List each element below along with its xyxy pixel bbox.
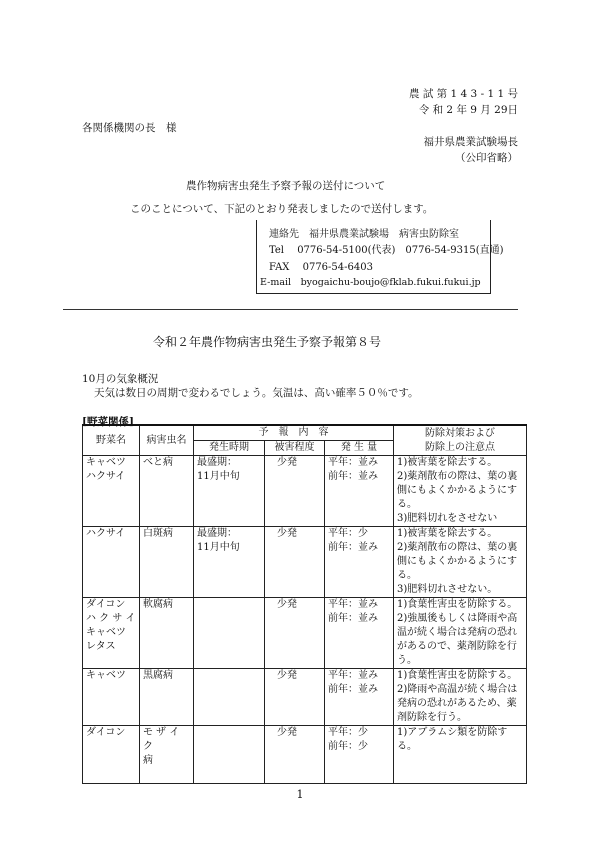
weather-heading: 10月の気象概況	[82, 373, 159, 385]
pest-cell	[140, 669, 194, 726]
header-control-line2: 防除上の注意点	[425, 441, 496, 453]
header-period: 発生時期	[194, 441, 265, 456]
table-row	[83, 726, 527, 784]
recipient: 各関係機関の長 様	[82, 122, 177, 134]
crop-cell-line: ハクサイ	[86, 528, 126, 539]
control-notes-cell-line: 1)被害葉を除去する。	[397, 457, 498, 468]
amount-cell-line: 平年：並み	[328, 670, 378, 681]
amount-cell-line: 平年：少	[328, 727, 368, 738]
crop-cell-line: キャベツ	[86, 670, 126, 681]
crop-cell-line: レタス	[86, 641, 116, 652]
control-notes-cell	[394, 669, 527, 726]
control-notes-cell-line: 1)アブラムシ類を防除する。	[397, 727, 508, 752]
header-amount: 発 生 量	[325, 441, 394, 456]
page-number: 1	[296, 788, 304, 801]
contact-line-tel: Tel 0776-54-5100(代表) 0776-54-9315(直通)	[269, 245, 504, 256]
control-notes-cell-line: 3)肥料切れさせない。	[397, 584, 498, 595]
pest-cell	[140, 726, 194, 784]
crop-cell	[83, 456, 140, 527]
damage-cell: 少発	[265, 527, 325, 598]
crop-cell-line: キャベツ	[86, 457, 126, 468]
intro-text: このことについて、下記のとおり発表しましたので送付します。	[130, 203, 434, 215]
control-notes-cell-line: 1)食葉性害虫を防除する。	[397, 599, 518, 610]
damage-cell: 少発	[265, 598, 325, 669]
header-crop: 野菜名	[83, 425, 140, 456]
crop-cell-line: キャベツ	[86, 627, 126, 638]
forecast-table-body	[83, 456, 527, 784]
contact-line-email: E-mail byogaichu-boujo@fklab.fukui.fukui.jp	[260, 277, 481, 288]
pest-cell-line: 病	[143, 755, 153, 766]
table-row	[83, 527, 527, 598]
pest-cell-line: 白斑病	[143, 528, 173, 539]
contact-line-office: 連絡先 福井県農業試験場 病害虫防除室	[269, 229, 459, 240]
seal-omitted-note: （公印省略）	[455, 152, 518, 164]
amount-cell	[325, 669, 394, 726]
amount-cell	[325, 456, 394, 527]
period-cell	[194, 726, 265, 784]
control-notes-cell-line: 2)薬剤散布の際は、葉の裏側にもよくかかるようにする。	[397, 542, 518, 581]
control-notes-cell-line: 2)降雨や高温が続く場合は発病の恐れがあるため、薬剤防除を行う。	[397, 684, 518, 723]
amount-cell-line: 平年：並み	[328, 457, 378, 468]
crop-cell-line: ダイコン	[86, 727, 126, 738]
control-notes-cell-line: 1)被害葉を除去する。	[397, 528, 498, 539]
amount-cell-line: 前年：並み	[328, 613, 378, 624]
period-cell-line: 11月中旬	[197, 542, 240, 553]
period-cell-line: 最盛期：	[197, 528, 237, 539]
header-control-line1: 防除対策および	[425, 427, 496, 439]
table-row	[83, 598, 527, 669]
period-cell	[194, 527, 265, 598]
amount-cell-line: 前年：並み	[328, 471, 378, 482]
control-notes-cell	[394, 726, 527, 784]
crop-cell-line: ハクサイ	[86, 471, 126, 482]
pest-cell-line: モ ザ イ ク	[143, 727, 180, 752]
pest-cell	[140, 527, 194, 598]
period-cell	[194, 669, 265, 726]
crop-cell-line: ダイコン	[86, 599, 126, 610]
amount-cell-line: 平年：少	[328, 528, 368, 539]
amount-cell-line: 前年：並み	[328, 684, 378, 695]
crop-cell	[83, 598, 140, 669]
damage-cell: 少発	[265, 456, 325, 527]
document-number: 農 試 第 1 4 3 - 1 1 号	[409, 88, 518, 100]
pest-cell	[140, 598, 194, 669]
contact-line-fax: FAX 0776-54-6403	[269, 262, 373, 273]
control-notes-cell	[394, 527, 527, 598]
control-notes-cell-line: 2)強風後もしくは降雨や高温が続く場合は発病の恐れがあるので、薬剤防除を行う。	[397, 613, 518, 666]
damage-cell: 少発	[265, 669, 325, 726]
period-cell	[194, 598, 265, 669]
period-cell-line: 最盛期：	[197, 457, 237, 468]
amount-cell-line: 前年：少	[328, 741, 368, 752]
header-control	[394, 425, 527, 456]
pest-cell-line: べと病	[143, 457, 173, 468]
forecast-title: 令和２年農作物病害虫発生予察予報第８号	[153, 335, 382, 349]
control-notes-cell	[394, 456, 527, 527]
section-label-vegetables: [野菜関係]	[82, 416, 134, 428]
section-divider	[63, 309, 518, 310]
amount-cell-line: 前年：並み	[328, 542, 378, 553]
sender-organization: 福井県農業試験場長	[423, 136, 518, 148]
table-row	[83, 456, 527, 527]
subject-line: 農作物病害虫発生予察予報の送付について	[186, 180, 386, 192]
pest-cell-line: 軟腐病	[143, 599, 173, 610]
table-row	[83, 669, 527, 726]
period-cell-line: 11月中旬	[197, 471, 240, 482]
header-forecast-group: 予 報 内 容	[194, 425, 394, 441]
damage-cell: 少発	[265, 726, 325, 784]
pest-cell-line: 黒腐病	[143, 670, 173, 681]
crop-cell	[83, 527, 140, 598]
amount-cell-line: 平年：並み	[328, 599, 378, 610]
header-pest: 病害虫名	[140, 425, 194, 456]
control-notes-cell-line: 3)肥料切れをさせない	[397, 513, 498, 524]
crop-cell-line: ハ ク サ イ	[86, 613, 136, 624]
amount-cell	[325, 527, 394, 598]
forecast-table	[82, 424, 527, 784]
crop-cell	[83, 726, 140, 784]
amount-cell	[325, 726, 394, 784]
header-damage: 被害程度	[265, 441, 325, 456]
control-notes-cell-line: 1)食葉性害虫を防除する。	[397, 670, 518, 681]
crop-cell	[83, 669, 140, 726]
control-notes-cell	[394, 598, 527, 669]
weather-text: 天気は数日の周期で変わるでしょう。気温は、高い確率５０％です。	[94, 387, 419, 399]
control-notes-cell-line: 2)薬剤散布の際は、葉の裏側にもよくかかるようにする。	[397, 471, 518, 510]
contact-box	[256, 220, 504, 294]
pest-cell	[140, 456, 194, 527]
amount-cell	[325, 598, 394, 669]
document-date: 令 和 2 年 9 月 29日	[418, 104, 518, 116]
period-cell	[194, 456, 265, 527]
